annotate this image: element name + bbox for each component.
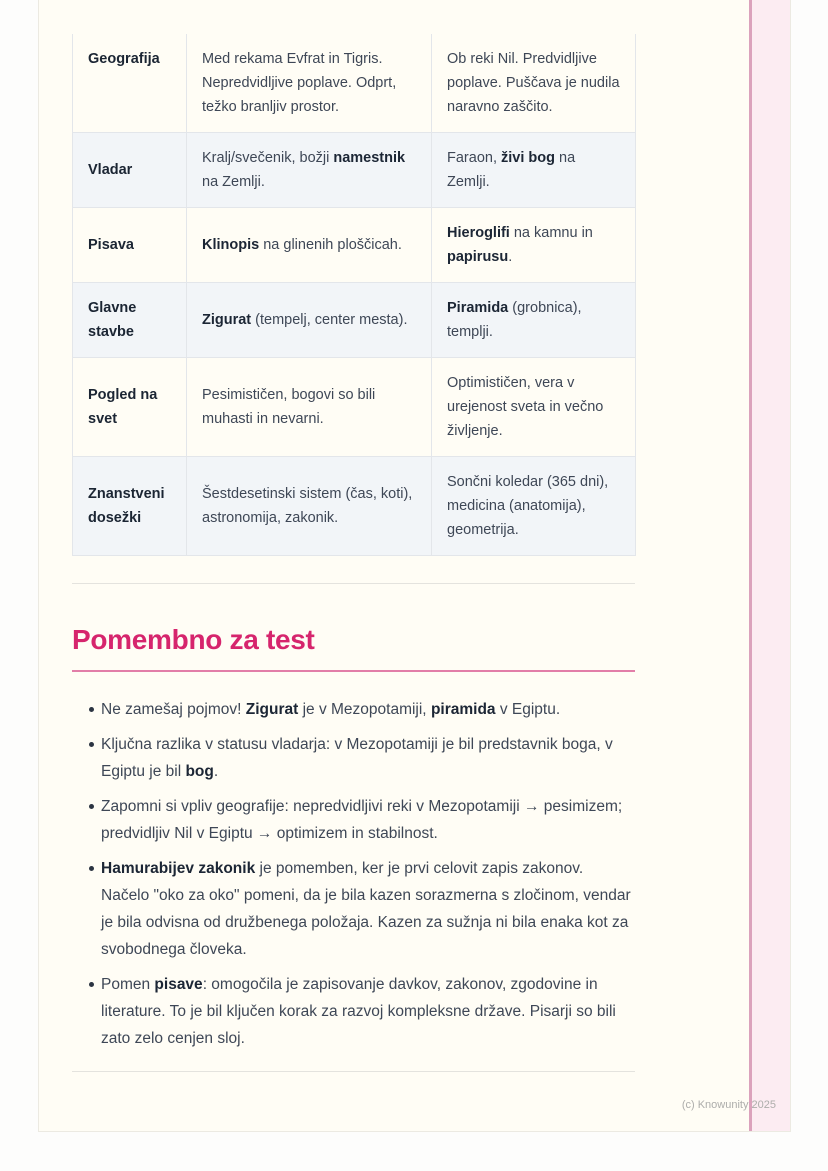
- page-content: [72, 34, 635, 1072]
- bold-text: Klinopis: [202, 237, 260, 253]
- mesopotamia-cell: [187, 358, 432, 457]
- text: na glinenih ploščicah.: [259, 237, 402, 253]
- list-item: [72, 793, 635, 847]
- list-item: [72, 855, 635, 963]
- text: Faraon,: [447, 150, 501, 166]
- title-underline: [72, 670, 635, 672]
- bold-text: Piramida: [447, 300, 509, 316]
- row-label-cell: Vladar: [73, 133, 187, 208]
- text: Ključna razlika v statusu vladarja: v Mezopotamiji je bil predstavnik boga, v Egiptu je bil: [101, 736, 613, 780]
- text: v Egiptu.: [495, 701, 561, 718]
- footer-copyright: (c) Knowunity 2025: [681, 1099, 776, 1111]
- text: (grobnica), templji.: [447, 300, 582, 340]
- egypt-cell: [432, 133, 636, 208]
- egypt-cell: [432, 358, 636, 457]
- page-accent-band: [749, 0, 790, 1131]
- table-row: [73, 208, 636, 283]
- text: Pomen: [101, 976, 155, 993]
- bold-text: piramida: [430, 701, 496, 718]
- text: Zapomni si vpliv geografije: nepredvidljivi reki v Mezopotamiji → pesimizem; predvidljiv Nil v Egiptu → optimizem in stabilnost.: [101, 798, 623, 842]
- text: Med rekama Evfrat in Tigris. Nepredvidljive poplave. Odprt, težko branljiv prostor.: [202, 51, 397, 115]
- bold-text: pisave: [154, 976, 203, 993]
- mesopotamia-cell: [187, 283, 432, 358]
- text: na Zemlji.: [202, 174, 265, 190]
- egypt-cell: [432, 208, 636, 283]
- important-section-title: Pomembno za test: [72, 624, 315, 655]
- text: (tempelj, center mesta).: [251, 312, 408, 328]
- egypt-cell: [432, 283, 636, 358]
- egypt-cell: [432, 457, 636, 556]
- table-row: [73, 34, 636, 133]
- table-row: [73, 133, 636, 208]
- row-label-cell: Geografija: [73, 34, 187, 133]
- bold-text: Zigurat: [202, 312, 252, 328]
- list-item: [72, 971, 635, 1052]
- row-label-cell: Glavne stavbe: [73, 283, 187, 358]
- table-row: [73, 358, 636, 457]
- bold-text: Hieroglifi: [447, 225, 510, 241]
- bold-text: namestnik: [333, 150, 406, 166]
- list-item: [72, 696, 635, 723]
- mesopotamia-cell: [187, 208, 432, 283]
- section-divider: [72, 583, 635, 584]
- bold-text: Hamurabijev zakonik: [101, 860, 256, 877]
- list-item: [72, 731, 635, 785]
- important-list: [72, 696, 635, 1052]
- mesopotamia-cell: [187, 34, 432, 133]
- bold-text: papirusu: [447, 249, 509, 265]
- closing-divider: [72, 1071, 635, 1072]
- text: Pesimističen, bogovi so bili muhasti in nevarni.: [202, 387, 376, 427]
- comparison-table: [72, 34, 636, 556]
- text: .: [213, 763, 219, 780]
- bold-text: živi bog: [501, 150, 555, 166]
- document-page: [38, 0, 791, 1132]
- row-label-cell: Znanstveni dosežki: [73, 457, 187, 556]
- row-label-cell: Pogled na svet: [73, 358, 187, 457]
- text: Kralj/svečenik, božji: [202, 150, 334, 166]
- text: je pomemben, ker je prvi celovit zapis zakonov. Načelo "oko za oko" pomeni, da je bila kazen sorazmerna s zločinom, vendar je bila odvisna od družbenega položaja. Kazen za sužnja ni bila enaka kot za svobodnega človeka.: [101, 860, 631, 958]
- text: .: [508, 249, 513, 265]
- text: Sončni koledar (365 dni), medicina (anatomija), geometrija.: [447, 474, 609, 538]
- text: na kamnu in: [509, 225, 593, 241]
- comparison-table-body: [73, 34, 636, 556]
- text: na Zemlji.: [447, 150, 576, 190]
- text: : omogočila je zapisovanje davkov, zakonov, zgodovine in literature. To je bil ključen korak za razvoj kompleksne države. Pisarji so bili zato zelo cenjen sloj.: [101, 976, 616, 1047]
- text: Ne zamešaj pojmov!: [101, 701, 246, 718]
- text: Ob reki Nil. Predvidljive poplave. Puščava je nudila naravno zaščito.: [447, 51, 620, 115]
- text: je v Mezopotamiji,: [298, 701, 431, 718]
- table-row: [73, 283, 636, 358]
- text: Optimističen, vera v urejenost sveta in večno življenje.: [447, 375, 604, 439]
- bold-text: bog: [185, 763, 214, 780]
- egypt-cell: [432, 34, 636, 133]
- table-row: [73, 457, 636, 556]
- bold-text: Zigurat: [245, 701, 299, 718]
- row-label-cell: Pisava: [73, 208, 187, 283]
- text: Šestdesetinski sistem (čas, koti), astronomija, zakonik.: [202, 486, 413, 526]
- mesopotamia-cell: [187, 133, 432, 208]
- mesopotamia-cell: [187, 457, 432, 556]
